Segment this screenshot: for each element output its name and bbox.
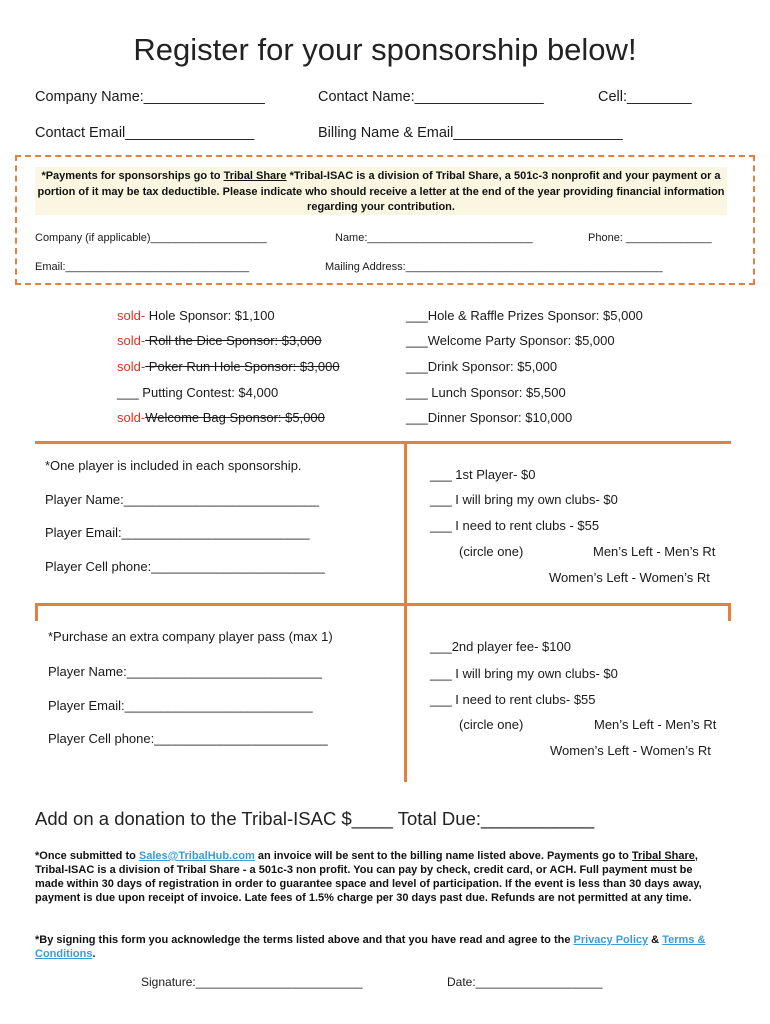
payment-terms: *Once submitted to Sales@TribalHub.com an invoice will be sent to the billing name listed above. Payments go to Tribal Share, Tribal-ISAC is a division of Tribal Share - a 501c-3 non profit. You can pay by check, credit card, or ACH. Full payment must be made within 30 days of registration in order to guarantee space and level of participation. If the event is less than 30 days away, payment is due upon receipt of invoice. Late fees of 1.5% charge per 30 days past due. Refunds are not permitted at any time. xyxy=(35,850,702,904)
player2-circle-one: (circle one) xyxy=(459,717,524,732)
contact-email-field[interactable]: Contact Email________________ xyxy=(35,125,255,141)
sponsor-raffle-prizes[interactable]: ___Hole & Raffle Prizes Sponsor: $5,000 xyxy=(406,308,643,323)
letter-name-field[interactable]: Name:___________________________ xyxy=(335,232,533,244)
player2-own-clubs[interactable]: ___ I will bring my own clubs- $0 xyxy=(430,666,618,681)
grid-divider xyxy=(404,441,407,782)
grid-divider xyxy=(728,603,731,621)
player1-own-clubs[interactable]: ___ I will bring my own clubs- $0 xyxy=(430,492,618,507)
letter-mailing-field[interactable]: Mailing Address:__________________________________________ xyxy=(325,261,663,273)
sponsor-dinner[interactable]: ___Dinner Sponsor: $10,000 xyxy=(406,410,573,425)
player2-womens-options[interactable]: Women’s Left - Women’s Rt xyxy=(550,743,711,758)
sales-email-link[interactable]: Sales@TribalHub.com xyxy=(138,850,255,862)
grid-divider xyxy=(35,441,731,444)
billing-field[interactable]: Billing Name & Email_____________________ xyxy=(318,125,623,141)
date-field[interactable]: Date:___________________ xyxy=(447,975,603,989)
payment-notice: *Payments for sponsorships go to Tribal Share *Tribal-ISAC is a division of Tribal Share, a 501c-3 nonprofit and your payment or a portion of it may be tax deductible. Please indicate who should receive a letter at the end of the year providing financial information regarding your contribution. xyxy=(35,167,727,215)
sponsor-roll-dice[interactable]: sold- Roll the Dice Sponsor: $3,000 xyxy=(117,333,322,348)
signature-field[interactable]: Signature:_________________________ xyxy=(141,975,363,989)
player2-phone-field[interactable]: Player Cell phone:________________________ xyxy=(48,731,328,746)
sponsor-hole[interactable]: sold- Hole Sponsor: $1,100 xyxy=(117,308,275,323)
tribal-share-link[interactable]: Tribal Share xyxy=(223,170,287,182)
donation-total-line[interactable]: Add on a donation to the Tribal-ISAC $____ Total Due:___________ xyxy=(35,808,595,829)
sponsor-drink[interactable]: ___Drink Sponsor: $5,000 xyxy=(406,359,558,374)
grid-divider xyxy=(35,603,731,606)
agreement-terms: *By signing this form you acknowledge the terms listed above and that you have read and agree to the Privacy Policy & Terms & Conditions. xyxy=(35,934,706,960)
player2-name-field[interactable]: Player Name:___________________________ xyxy=(48,664,322,679)
player1-email-field[interactable]: Player Email:__________________________ xyxy=(45,525,310,540)
sponsor-lunch[interactable]: ___ Lunch Sponsor: $5,500 xyxy=(406,385,566,400)
letter-company-field[interactable]: Company (if applicable)___________________ xyxy=(35,232,267,244)
player1-mens-options[interactable]: Men’s Left - Men’s Rt xyxy=(593,544,716,559)
terms-conditions-link[interactable]: Terms & Conditions xyxy=(35,934,706,960)
tribal-share-terms-link[interactable]: Tribal Share xyxy=(631,850,695,862)
company-name-field[interactable]: Company Name:_______________ xyxy=(35,89,265,105)
player1-rent-clubs[interactable]: ___ I need to rent clubs - $55 xyxy=(430,518,600,533)
letter-email-field[interactable]: Email:______________________________ xyxy=(35,261,250,273)
player1-fee[interactable]: ___ 1st Player- $0 xyxy=(430,467,536,482)
grid-divider xyxy=(35,603,38,621)
sponsor-welcome-party[interactable]: ___Welcome Party Sponsor: $5,000 xyxy=(406,333,615,348)
player1-womens-options[interactable]: Women’s Left - Women’s Rt xyxy=(549,570,710,585)
sponsor-welcome-bag[interactable]: sold-Welcome Bag Sponsor: $5,000 xyxy=(117,410,325,425)
player2-email-field[interactable]: Player Email:__________________________ xyxy=(48,698,313,713)
sponsor-putting-contest[interactable]: ___ Putting Contest: $4,000 xyxy=(117,385,279,400)
letter-phone-field[interactable]: Phone: ______________ xyxy=(588,232,712,244)
privacy-policy-link[interactable]: Privacy Policy xyxy=(573,934,649,946)
contact-name-field[interactable]: Contact Name:________________ xyxy=(318,89,544,105)
player1-phone-field[interactable]: Player Cell phone:________________________ xyxy=(45,559,325,574)
player2-mens-options[interactable]: Men’s Left - Men’s Rt xyxy=(594,717,717,732)
player2-heading: *Purchase an extra company player pass (max 1) xyxy=(48,629,333,644)
player1-circle-one: (circle one) xyxy=(459,544,524,559)
player1-name-field[interactable]: Player Name:___________________________ xyxy=(45,492,319,507)
sponsor-poker-run[interactable]: sold- Poker Run Hole Sponsor: $3,000 xyxy=(117,359,340,374)
player2-rent-clubs[interactable]: ___ I need to rent clubs- $55 xyxy=(430,692,596,707)
page-title: Register for your sponsorship below! xyxy=(133,32,637,67)
player2-fee[interactable]: ___2nd player fee- $100 xyxy=(430,639,571,654)
player1-heading: *One player is included in each sponsorship. xyxy=(45,458,302,473)
cell-field[interactable]: Cell:________ xyxy=(598,89,692,105)
